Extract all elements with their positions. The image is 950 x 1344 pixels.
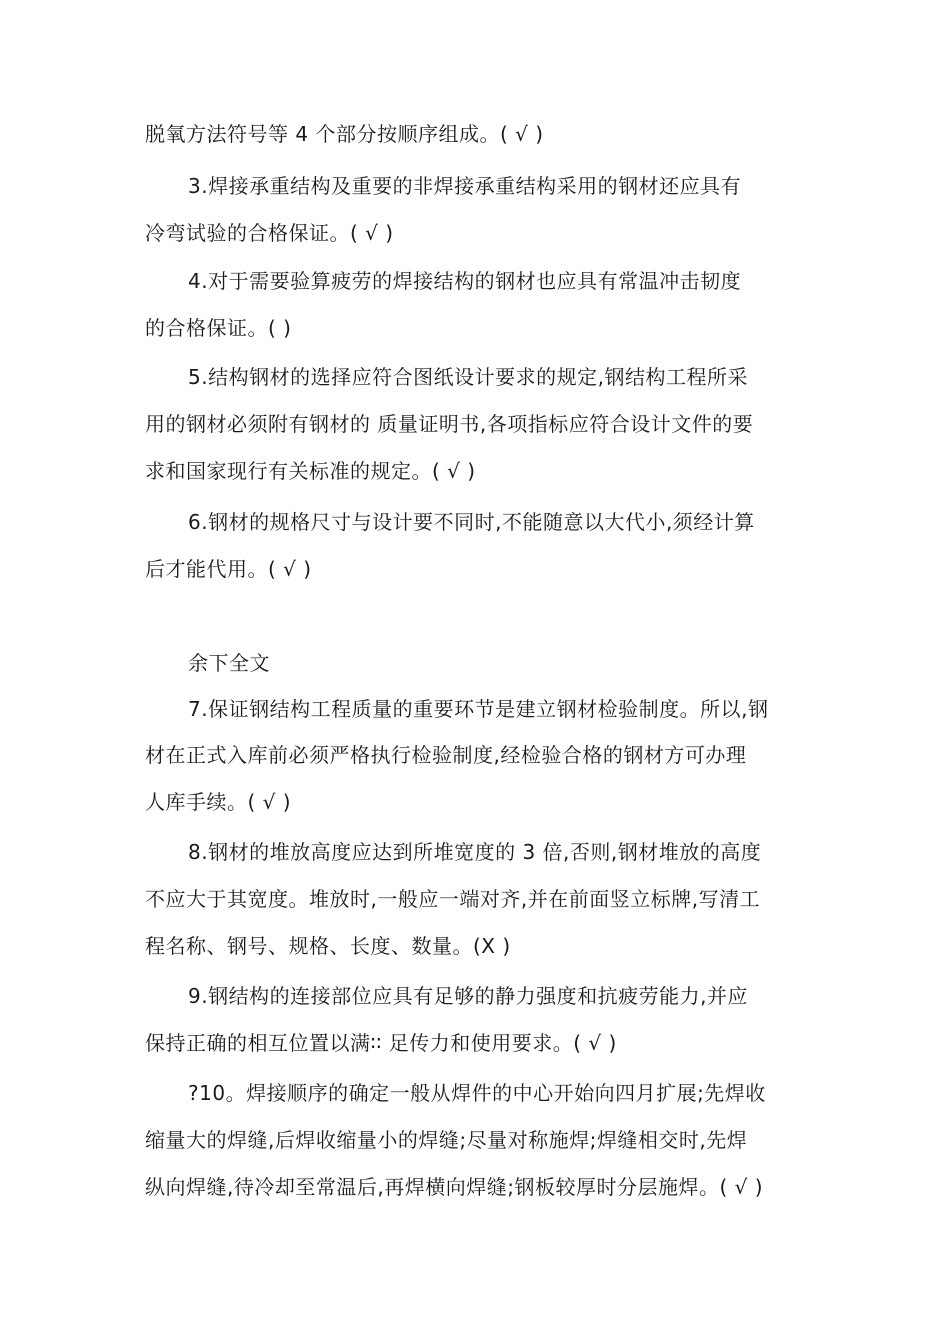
text-line: 求和国家现行有关标准的规定。( √ ) <box>145 459 476 483</box>
text-line: ?10。焊接顺序的确定一般从焊件的中心开始向四月扩展;先焊收 <box>188 1081 766 1105</box>
text-line: 冷弯试验的合格保证。( √ ) <box>145 221 394 245</box>
text-line: 9.钢结构的连接部位应具有足够的静力强度和抗疲劳能力,并应 <box>188 984 748 1008</box>
text-line: 的合格保证。( ) <box>145 316 292 340</box>
text-line: 不应大于其宽度。堆放时,一般应一端对齐,并在前面竖立标牌,写清工 <box>145 887 761 911</box>
text-line: 程名称、钢号、规格、长度、数量。(X ) <box>145 934 511 958</box>
text-line: 4.对于需要验算疲劳的焊接结构的钢材也应具有常温冲击韧度 <box>188 269 742 293</box>
text-line: 6.钢材的规格尺寸与设计要不同时,不能随意以大代小,须经计算 <box>188 510 755 534</box>
text-line: 缩量大的焊缝,后焊收缩量小的焊缝;尽量对称施焊;焊缝相交时,先焊 <box>145 1128 748 1152</box>
text-line: 材在正式入库前必须严格执行检验制度,经检验合格的钢材方可办理 <box>145 743 747 767</box>
read-more-label: 余下全文 <box>188 651 270 675</box>
text-line: 纵向焊缝,待冷却至常温后,再焊横向焊缝;钢板较厚时分层施焊。( √ ) <box>145 1175 764 1199</box>
text-line: 7.保证钢结构工程质量的重要环节是建立钢材检验制度。所以,钢 <box>188 697 769 721</box>
text-line: 3.焊接承重结构及重要的非焊接承重结构采用的钢材还应具有 <box>188 174 742 198</box>
text-line: 后才能代用。( √ ) <box>145 557 312 581</box>
text-line: 脱氧方法符号等 4 个部分按顺序组成。( √ ) <box>145 122 544 146</box>
text-line: 保持正确的相互位置以满∶∶ 足传力和使用要求。( √ ) <box>145 1031 617 1055</box>
text-line: 用的钢材必须附有钢材的 质量证明书,各项指标应符合设计文件的要 <box>145 412 754 436</box>
text-line: 8.钢材的堆放高度应达到所堆宽度的 3 倍,否则,钢材堆放的高度 <box>188 840 762 864</box>
text-line: 人库手续。( √ ) <box>145 790 292 814</box>
text-line: 5.结构钢材的选择应符合图纸设计要求的规定,钢结构工程所采 <box>188 365 748 389</box>
